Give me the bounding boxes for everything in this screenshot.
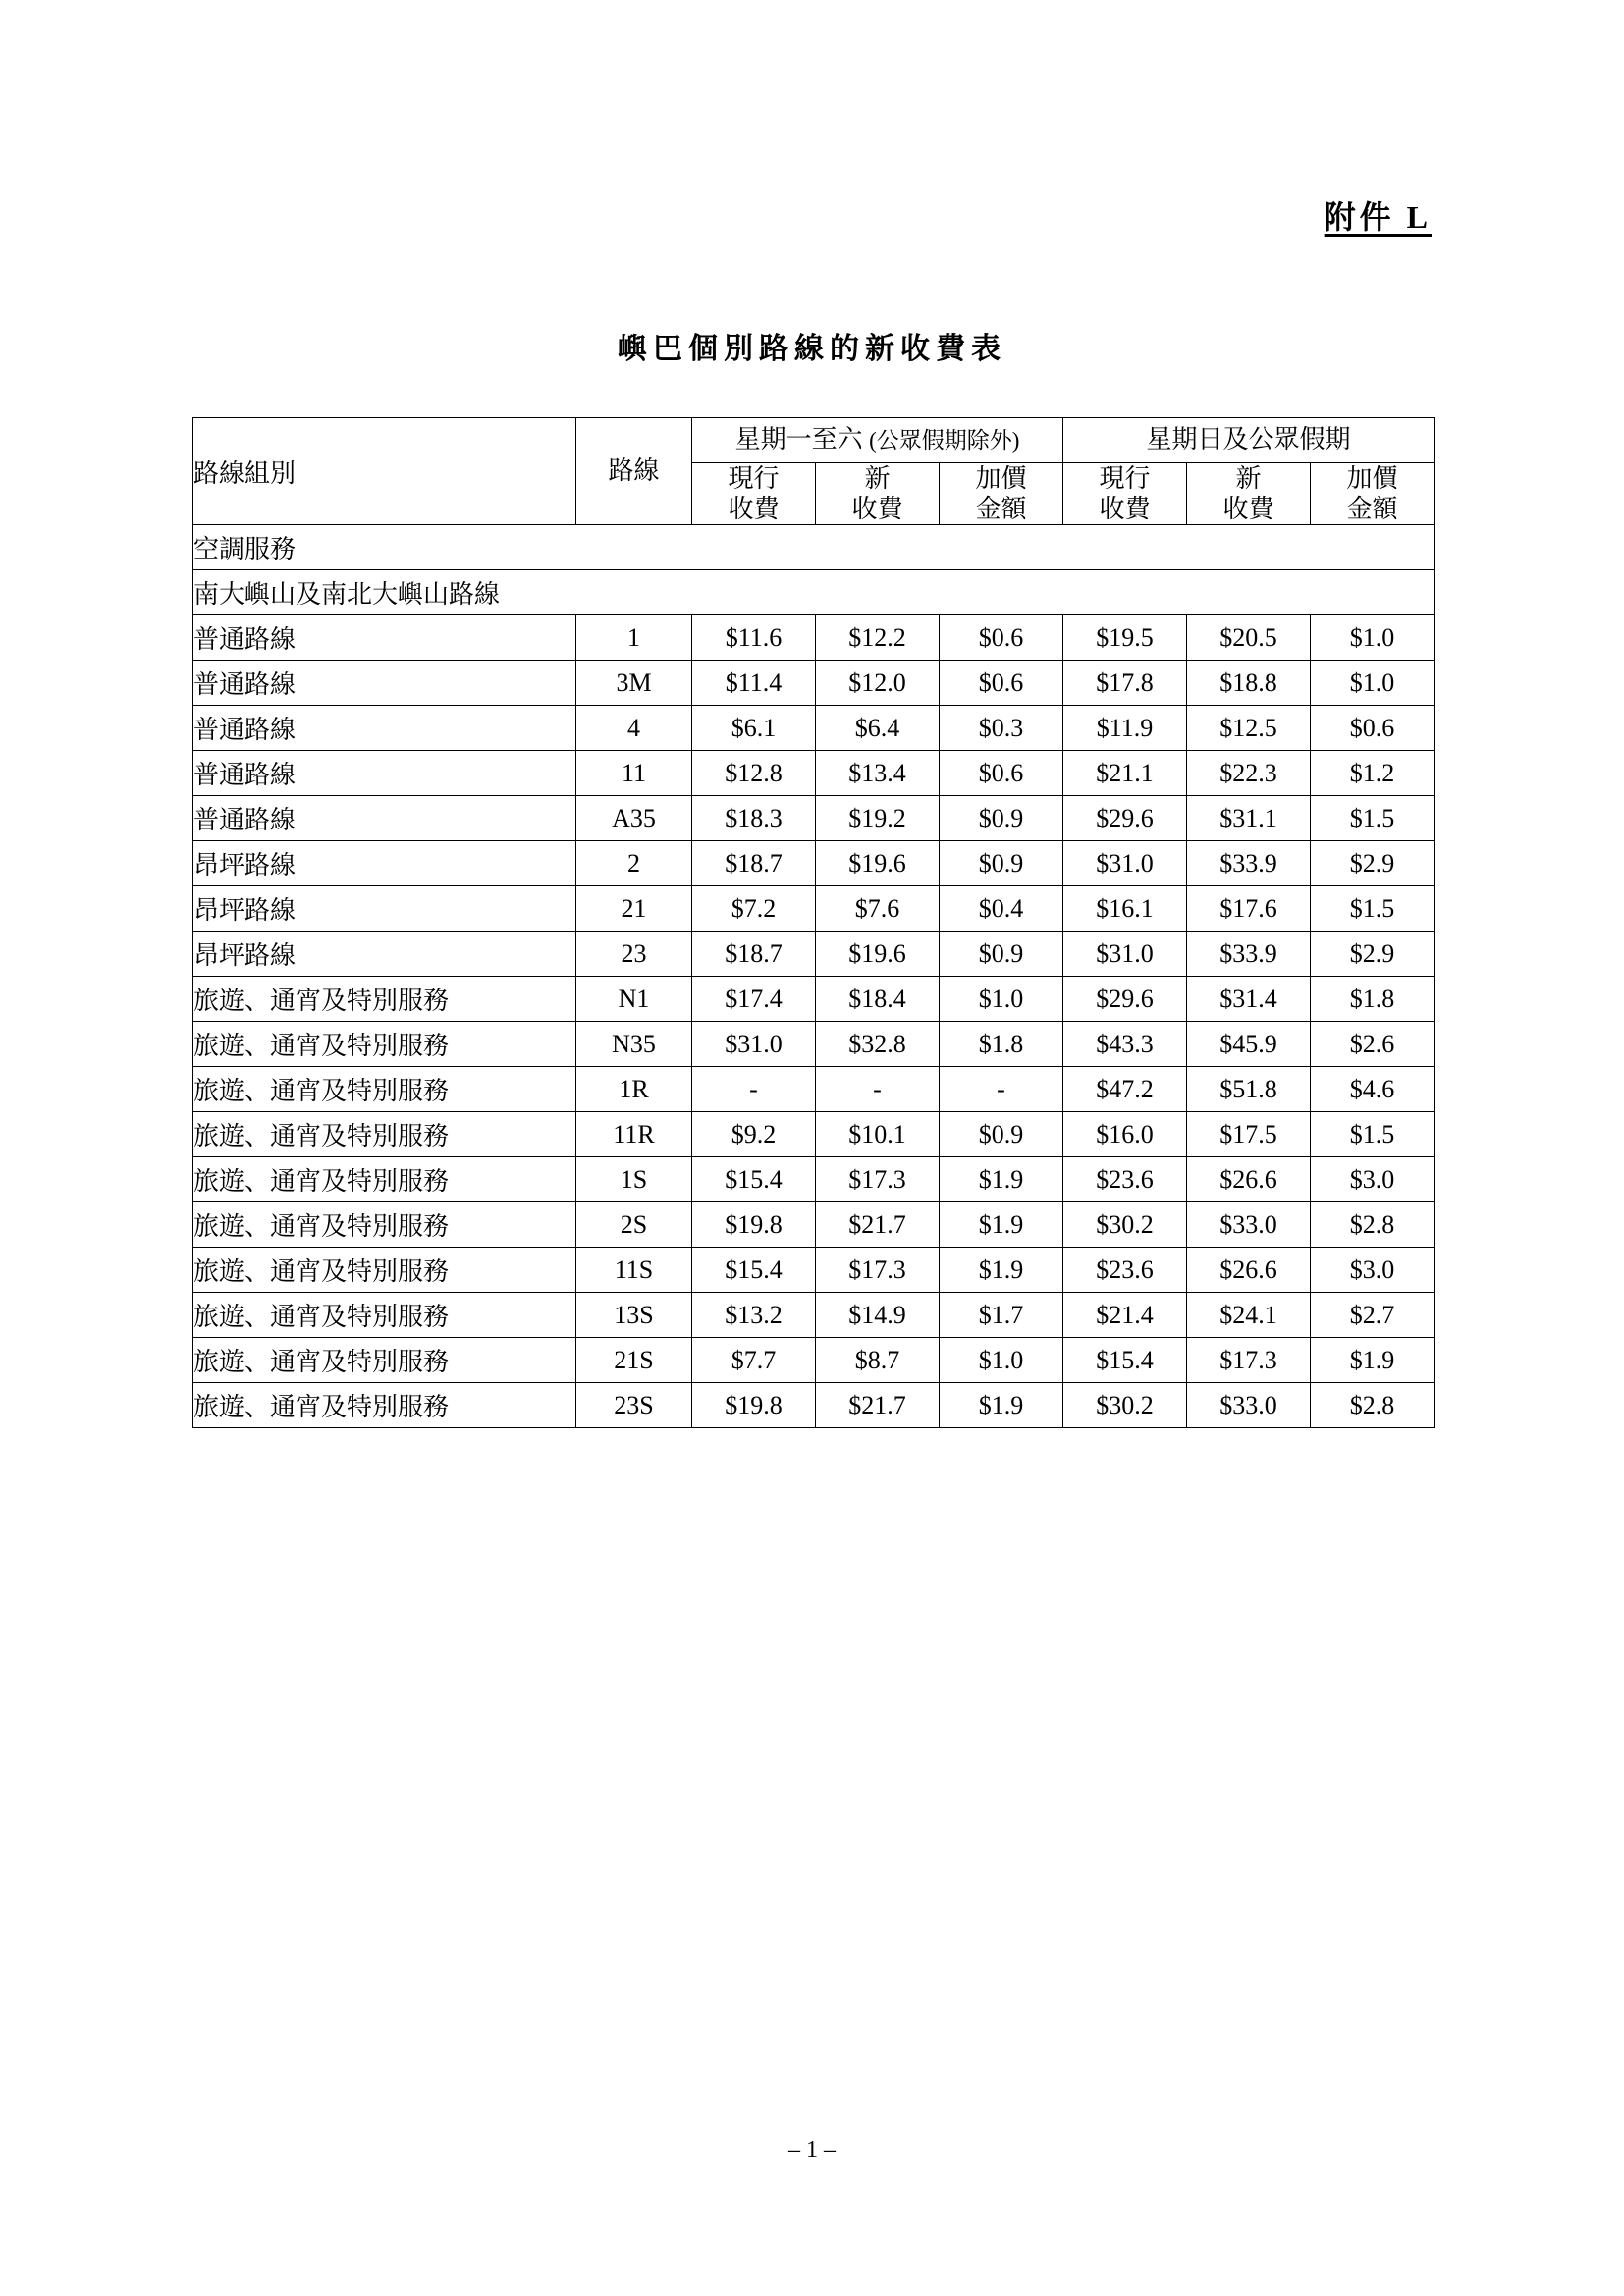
cell-route-group: 旅遊、通宵及特別服務 (193, 977, 576, 1022)
cell-route-number: 13S (576, 1293, 692, 1338)
cell-route-number: 3M (576, 661, 692, 706)
cell-holiday-increase: $1.8 (1311, 977, 1435, 1022)
cell-holiday-new: $22.3 (1187, 751, 1311, 796)
cell-weekday-current: $11.6 (692, 615, 816, 661)
section-label: 空調服務 (193, 525, 1435, 570)
cell-weekday-increase: $0.6 (940, 661, 1063, 706)
cell-holiday-current: $19.5 (1063, 615, 1187, 661)
fare-table (192, 417, 1435, 1428)
cell-weekday-new: $12.2 (816, 615, 940, 661)
cell-weekday-current: $18.3 (692, 796, 816, 841)
cell-holiday-increase: $2.6 (1311, 1022, 1435, 1067)
table-row (193, 1202, 1435, 1248)
cell-holiday-new: $33.9 (1187, 841, 1311, 886)
cell-weekday-current: $18.7 (692, 841, 816, 886)
cell-holiday-increase: $4.6 (1311, 1067, 1435, 1112)
header-weekday-increase (940, 463, 1063, 525)
cell-weekday-new: $19.6 (816, 841, 940, 886)
table-row (193, 1338, 1435, 1383)
header-holiday: 星期日及公眾假期 (1063, 418, 1435, 463)
page-title: 嶼巴個別路線的新收費表 (618, 333, 1006, 365)
cell-weekday-new: $6.4 (816, 706, 940, 751)
cell-route-number: N35 (576, 1022, 692, 1067)
cell-holiday-increase: $1.0 (1311, 661, 1435, 706)
cell-route-group: 旅遊、通宵及特別服務 (193, 1022, 576, 1067)
cell-weekday-current: $15.4 (692, 1157, 816, 1202)
cell-weekday-current: $18.7 (692, 932, 816, 977)
cell-holiday-new: $17.3 (1187, 1338, 1311, 1383)
cell-route-number: 23 (576, 932, 692, 977)
cell-holiday-current: $15.4 (1063, 1338, 1187, 1383)
table-row (193, 1248, 1435, 1293)
cell-holiday-current: $11.9 (1063, 706, 1187, 751)
cell-route-group: 旅遊、通宵及特別服務 (193, 1248, 576, 1293)
header-route: 路線 (576, 418, 692, 525)
header-weekday-new (816, 463, 940, 525)
cell-holiday-increase: $1.2 (1311, 751, 1435, 796)
cell-route-number: 2S (576, 1202, 692, 1248)
header-weekday-new-l2: 收費 (851, 495, 903, 524)
table-body (193, 525, 1435, 1428)
cell-holiday-current: $16.0 (1063, 1112, 1187, 1157)
cell-weekday-current: $6.1 (692, 706, 816, 751)
header-weekday-current-l2: 收費 (728, 495, 780, 524)
cell-route-number: 2 (576, 841, 692, 886)
header-weekday-line1: 星期一至六 (734, 425, 863, 454)
cell-weekday-current: $13.2 (692, 1293, 816, 1338)
table-row (193, 706, 1435, 751)
cell-route-group: 昂坪路線 (193, 886, 576, 932)
cell-weekday-current: $19.8 (692, 1383, 816, 1428)
cell-holiday-increase: $3.0 (1311, 1157, 1435, 1202)
cell-weekday-increase: $0.3 (940, 706, 1063, 751)
section-label: 南大嶼山及南北大嶼山路線 (193, 570, 1435, 615)
table-header-row-1 (193, 418, 1435, 463)
cell-weekday-new: $8.7 (816, 1338, 940, 1383)
cell-holiday-new: $18.8 (1187, 661, 1311, 706)
table-row (193, 1293, 1435, 1338)
cell-holiday-new: $12.5 (1187, 706, 1311, 751)
cell-weekday-current: $12.8 (692, 751, 816, 796)
header-weekday-line2: (公眾假期除外) (869, 428, 1020, 454)
cell-weekday-new: $19.2 (816, 796, 940, 841)
header-holiday-increase-l2: 金額 (1346, 495, 1398, 524)
cell-weekday-current: $15.4 (692, 1248, 816, 1293)
cell-holiday-increase: $2.8 (1311, 1202, 1435, 1248)
cell-route-group: 旅遊、通宵及特別服務 (193, 1067, 576, 1112)
table-row (193, 796, 1435, 841)
header-holiday-increase (1311, 463, 1435, 525)
cell-route-number: N1 (576, 977, 692, 1022)
cell-holiday-current: $30.2 (1063, 1383, 1187, 1428)
cell-weekday-current: $7.2 (692, 886, 816, 932)
table-row (193, 1067, 1435, 1112)
cell-weekday-current: $11.4 (692, 661, 816, 706)
table-row (193, 886, 1435, 932)
cell-holiday-new: $24.1 (1187, 1293, 1311, 1338)
cell-holiday-current: $29.6 (1063, 796, 1187, 841)
cell-holiday-current: $31.0 (1063, 841, 1187, 886)
table-row (193, 1112, 1435, 1157)
cell-route-number: 1S (576, 1157, 692, 1202)
header-holiday-new (1187, 463, 1311, 525)
cell-weekday-new: $19.6 (816, 932, 940, 977)
cell-weekday-current: $19.8 (692, 1202, 816, 1248)
page-number: – 1 – (788, 2137, 836, 2163)
header-holiday-new-l2: 收費 (1222, 495, 1274, 524)
cell-weekday-current: $31.0 (692, 1022, 816, 1067)
cell-weekday-new: $17.3 (816, 1157, 940, 1202)
cell-holiday-new: $51.8 (1187, 1067, 1311, 1112)
cell-route-group: 旅遊、通宵及特別服務 (193, 1112, 576, 1157)
header-weekday-increase-l2: 金額 (975, 495, 1027, 524)
cell-weekday-new: $13.4 (816, 751, 940, 796)
cell-weekday-current: $9.2 (692, 1112, 816, 1157)
cell-holiday-current: $21.4 (1063, 1293, 1187, 1338)
cell-holiday-new: $31.4 (1187, 977, 1311, 1022)
cell-route-group: 旅遊、通宵及特別服務 (193, 1202, 576, 1248)
header-weekday-increase-l1: 加價 (975, 464, 1027, 493)
cell-weekday-increase: $1.9 (940, 1383, 1063, 1428)
cell-holiday-new: $31.1 (1187, 796, 1311, 841)
cell-route-number: 23S (576, 1383, 692, 1428)
cell-weekday-increase: $1.9 (940, 1157, 1063, 1202)
cell-holiday-current: $31.0 (1063, 932, 1187, 977)
cell-route-group: 普通路線 (193, 796, 576, 841)
cell-weekday-new: $32.8 (816, 1022, 940, 1067)
cell-weekday-new: $10.1 (816, 1112, 940, 1157)
table-row (193, 1022, 1435, 1067)
cell-weekday-increase: - (940, 1067, 1063, 1112)
header-weekday (692, 418, 1063, 463)
cell-weekday-new: $14.9 (816, 1293, 940, 1338)
table-row (193, 615, 1435, 661)
header-holiday-new-l1: 新 (1235, 464, 1262, 493)
cell-route-group: 昂坪路線 (193, 932, 576, 977)
header-group: 路線組別 (193, 418, 576, 525)
cell-route-number: 11R (576, 1112, 692, 1157)
cell-weekday-new: $21.7 (816, 1383, 940, 1428)
cell-weekday-new: $17.3 (816, 1248, 940, 1293)
cell-holiday-new: $33.9 (1187, 932, 1311, 977)
cell-route-number: 1R (576, 1067, 692, 1112)
cell-holiday-new: $26.6 (1187, 1157, 1311, 1202)
section-row (193, 570, 1435, 615)
table-row (193, 977, 1435, 1022)
cell-holiday-current: $47.2 (1063, 1067, 1187, 1112)
annex-label: 附件 L (1324, 199, 1432, 235)
cell-holiday-current: $17.8 (1063, 661, 1187, 706)
cell-route-number: 4 (576, 706, 692, 751)
cell-route-number: 11 (576, 751, 692, 796)
cell-weekday-increase: $0.9 (940, 796, 1063, 841)
header-weekday-current (692, 463, 816, 525)
table-row (193, 841, 1435, 886)
cell-route-number: A35 (576, 796, 692, 841)
cell-holiday-increase: $2.9 (1311, 841, 1435, 886)
cell-route-group: 旅遊、通宵及特別服務 (193, 1383, 576, 1428)
section-row (193, 525, 1435, 570)
cell-holiday-increase: $2.9 (1311, 932, 1435, 977)
cell-route-group: 旅遊、通宵及特別服務 (193, 1157, 576, 1202)
cell-route-number: 11S (576, 1248, 692, 1293)
cell-route-group: 旅遊、通宵及特別服務 (193, 1293, 576, 1338)
cell-holiday-new: $45.9 (1187, 1022, 1311, 1067)
cell-weekday-increase: $1.8 (940, 1022, 1063, 1067)
cell-weekday-increase: $1.7 (940, 1293, 1063, 1338)
cell-route-group: 普通路線 (193, 615, 576, 661)
cell-holiday-current: $29.6 (1063, 977, 1187, 1022)
cell-holiday-current: $21.1 (1063, 751, 1187, 796)
cell-weekday-increase: $0.6 (940, 751, 1063, 796)
header-holiday-current (1063, 463, 1187, 525)
cell-holiday-new: $20.5 (1187, 615, 1311, 661)
cell-weekday-new: $18.4 (816, 977, 940, 1022)
cell-holiday-current: $16.1 (1063, 886, 1187, 932)
cell-holiday-new: $33.0 (1187, 1383, 1311, 1428)
cell-weekday-new: $21.7 (816, 1202, 940, 1248)
cell-holiday-current: $30.2 (1063, 1202, 1187, 1248)
cell-holiday-increase: $1.5 (1311, 796, 1435, 841)
cell-weekday-new: $12.0 (816, 661, 940, 706)
header-holiday-current-l1: 現行 (1099, 464, 1151, 493)
cell-weekday-increase: $0.9 (940, 932, 1063, 977)
cell-holiday-increase: $3.0 (1311, 1248, 1435, 1293)
cell-holiday-new: $17.5 (1187, 1112, 1311, 1157)
table-head (193, 418, 1435, 525)
header-weekday-new-l1: 新 (864, 464, 891, 493)
cell-route-number: 1 (576, 615, 692, 661)
cell-holiday-new: $33.0 (1187, 1202, 1311, 1248)
cell-weekday-increase: $1.0 (940, 977, 1063, 1022)
cell-weekday-increase: $1.9 (940, 1248, 1063, 1293)
cell-holiday-increase: $2.7 (1311, 1293, 1435, 1338)
table-row (193, 932, 1435, 977)
cell-holiday-increase: $2.8 (1311, 1383, 1435, 1428)
cell-weekday-increase: $0.4 (940, 886, 1063, 932)
cell-holiday-current: $23.6 (1063, 1157, 1187, 1202)
table-row (193, 1157, 1435, 1202)
table-row (193, 1383, 1435, 1428)
header-holiday-increase-l1: 加價 (1346, 464, 1398, 493)
cell-route-group: 旅遊、通宵及特別服務 (193, 1338, 576, 1383)
cell-weekday-increase: $0.9 (940, 1112, 1063, 1157)
cell-route-group: 普通路線 (193, 751, 576, 796)
cell-holiday-increase: $1.5 (1311, 1112, 1435, 1157)
cell-route-group: 普通路線 (193, 661, 576, 706)
cell-route-number: 21S (576, 1338, 692, 1383)
cell-holiday-new: $26.6 (1187, 1248, 1311, 1293)
cell-weekday-increase: $1.9 (940, 1202, 1063, 1248)
header-weekday-current-l1: 現行 (728, 464, 780, 493)
cell-holiday-increase: $1.9 (1311, 1338, 1435, 1383)
cell-weekday-new: $7.6 (816, 886, 940, 932)
cell-weekday-current: - (692, 1067, 816, 1112)
cell-weekday-current: $7.7 (692, 1338, 816, 1383)
cell-weekday-increase: $1.0 (940, 1338, 1063, 1383)
cell-route-group: 昂坪路線 (193, 841, 576, 886)
cell-weekday-increase: $0.9 (940, 841, 1063, 886)
cell-weekday-increase: $0.6 (940, 615, 1063, 661)
cell-weekday-new: - (816, 1067, 940, 1112)
table-row (193, 751, 1435, 796)
cell-holiday-increase: $1.5 (1311, 886, 1435, 932)
cell-holiday-new: $17.6 (1187, 886, 1311, 932)
cell-holiday-increase: $1.0 (1311, 615, 1435, 661)
cell-holiday-current: $43.3 (1063, 1022, 1187, 1067)
cell-holiday-current: $23.6 (1063, 1248, 1187, 1293)
cell-holiday-increase: $0.6 (1311, 706, 1435, 751)
cell-route-group: 普通路線 (193, 706, 576, 751)
cell-weekday-current: $17.4 (692, 977, 816, 1022)
cell-route-number: 21 (576, 886, 692, 932)
table-row (193, 661, 1435, 706)
header-holiday-current-l2: 收費 (1099, 495, 1151, 524)
